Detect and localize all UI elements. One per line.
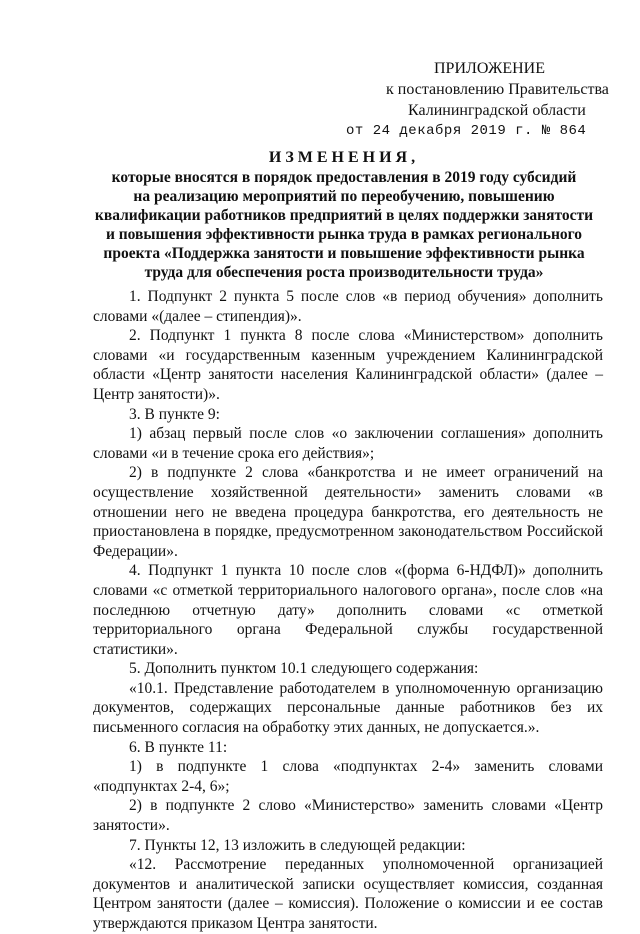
heading-line: на реализацию мероприятий по переобучению, повышению xyxy=(133,188,555,205)
paragraph-3: 3. В пункте 9: xyxy=(129,405,220,423)
heading-line: и повышения эффективности рынка труда в рамках регионального xyxy=(105,226,583,243)
appendix-line-1: к постановлению Правительства xyxy=(386,81,609,98)
paragraph-3-1: 1) абзац первый после слов «о заключении соглашения» дополнить словами «и в течение срока его действия»; xyxy=(93,425,603,462)
paragraph-6-2: 2) в подпункте 2 слово «Министерство» заменить словами «Центр занятости». xyxy=(93,797,603,835)
paragraph-4: 4. Подпункт 1 пункта 10 после слов «(форма 6-НДФЛ)» дополнить словами «с отметкой территориального налогового органа», после слов «на последнюю отчетную дату» дополнить словами «с отметкой территориального органа Федеральной службы государственной статистики». xyxy=(93,562,603,658)
paragraph-1: 1. Подпункт 2 пункта 5 после слов «в период обучения» дополнить словами «(далее – стипендия)». xyxy=(93,288,603,325)
paragraph-6-1: 1) в подпункте 1 слова «подпунктах 2-4» заменить словами «подпунктах 2-4, 6»; xyxy=(93,758,603,795)
appendix-line-3: от 24 декабря 2019 г. № 864 xyxy=(346,123,587,139)
paragraph-2: 2. Подпункт 1 пункта 8 после слова «Министерством» дополнить словами «и государственным казенным учреждением Калининградской области «Центр занятости населения Калининградской области» (далее – Центр занятости)». xyxy=(93,327,603,403)
paragraph-5: 5. Дополнить пунктом 10.1 следующего содержания: xyxy=(129,660,479,678)
appendix-title: ПРИЛОЖЕНИЕ xyxy=(434,60,546,77)
paragraph-3-2: 2) в подпункте 2 слова «банкротства и не имеет ограничений на осуществление хозяйственной деятельности» заменить словами «в отношении него не введена процедура банкротства, его деятельность не приостановлена в порядке, предусмотренном законодательством Российской Федерации». xyxy=(93,464,603,560)
paragraph-7: 7. Пункты 12, 13 изложить в следующей редакции: xyxy=(129,836,466,854)
heading-main: ИЗМЕНЕНИЯ, xyxy=(268,149,420,166)
appendix-line-2: Калининградской области xyxy=(408,102,586,119)
paragraph-5-quote: «10.1. Представление работодателем в уполномоченную организацию документов, содержащих персональные данные работников без их письменного согласия на обработку этих данных, не допускается.». xyxy=(93,679,603,737)
heading-line: квалификации работников предприятий в целях поддержки занятости xyxy=(94,207,594,224)
paragraph-6: 6. В пункте 11: xyxy=(129,738,228,756)
paragraph-7-quote: «12. Рассмотрение переданных уполномоченной организацией документов и аналитической записки осуществляет комиссия, созданная Центром занятости (далее – комиссия). Положение о комиссии и ее состав утверждаются приказом Центра занятости. xyxy=(93,856,603,932)
appendix-header xyxy=(340,58,609,142)
heading-line: труда для обеспечения роста производительности труда» xyxy=(144,264,544,281)
heading-line: которые вносятся в порядок предоставления в 2019 году субсидий xyxy=(111,169,577,186)
heading-line: проекта «Поддержка занятости и повышение эффективности рынка xyxy=(103,245,585,262)
document-body xyxy=(93,287,603,934)
document-heading xyxy=(84,148,604,282)
